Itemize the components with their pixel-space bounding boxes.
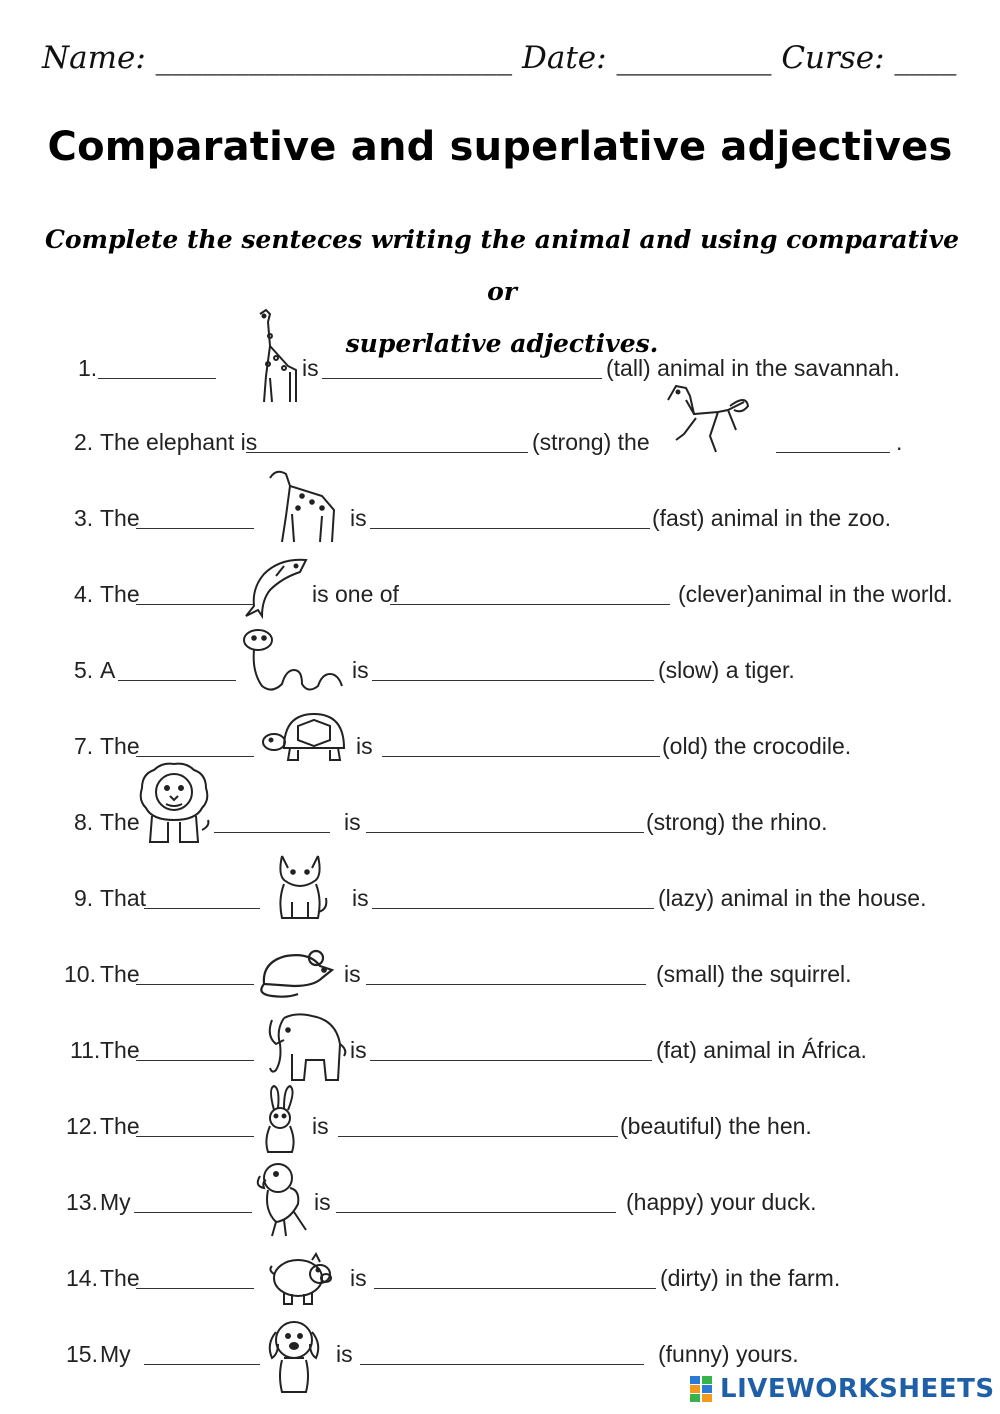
answer-blank-animal[interactable] (214, 832, 330, 833)
instruction-line-1: Complete the senteces writing the animal and using comparative or (44, 225, 960, 306)
sentence-row (0, 710, 1000, 760)
snake-icon (238, 626, 346, 696)
sentence-row (0, 1166, 1000, 1216)
dog-icon (264, 1314, 324, 1394)
sentence-start-text: My (100, 1189, 131, 1215)
mouse-icon (258, 944, 338, 1002)
sentence-number: 12. (66, 1113, 98, 1139)
course-field-label[interactable]: Curse: ____ (781, 40, 957, 76)
instruction-line-2: superlative adjectives. (345, 329, 659, 358)
sentence-number: 10. (64, 961, 96, 987)
sentence-start-text: The (100, 961, 140, 987)
liveworksheets-logo-icon (690, 1376, 714, 1406)
sentence-start-text: The (100, 1265, 140, 1291)
sentence-end-text: (strong) the rhino. (646, 809, 828, 835)
sentence-row (0, 482, 1000, 532)
sentence-end-text: (slow) a tiger. (658, 657, 795, 683)
sentence-row (0, 1242, 1000, 1292)
sentence-end-text: . (896, 429, 903, 455)
answer-blank-adjective[interactable] (372, 908, 654, 909)
sentence-end-text: (fast) animal in the zoo. (652, 505, 892, 531)
sentence-start-text: The elephant is (100, 429, 258, 455)
sentence-start-text: My (100, 1341, 131, 1367)
answer-blank-adjective[interactable] (360, 1364, 644, 1365)
answer-blank-animal[interactable] (136, 604, 254, 605)
date-field-label[interactable]: Date: __________ (522, 40, 772, 76)
sentence-row (0, 1090, 1000, 1140)
answer-blank-adjective[interactable] (246, 452, 528, 453)
sentence-number: 9. (74, 885, 94, 911)
sentence-mid-text: is (352, 885, 369, 911)
answer-blank-adjective[interactable] (366, 832, 644, 833)
sentence-mid-text: is one of (312, 581, 399, 607)
sentence-end-text: (fat) animal in África. (656, 1037, 867, 1063)
sentence-end-text: (beautiful) the hen. (620, 1113, 812, 1139)
sentence-end-text: (small) the squirrel. (656, 961, 852, 987)
elephant-icon (262, 1010, 348, 1084)
parrot-icon (254, 1160, 310, 1240)
sentence-number: 15. (66, 1341, 98, 1367)
sentence-mid-text: is (350, 1037, 367, 1063)
sentence-mid-text: is (344, 809, 361, 835)
sentence-row (0, 1318, 1000, 1368)
sentence-start-text: The (100, 1037, 140, 1063)
sentence-row (0, 1014, 1000, 1064)
answer-blank-animal[interactable] (136, 984, 254, 985)
sentence-start-text: The (100, 505, 140, 531)
answer-blank-adjective[interactable] (382, 756, 660, 757)
answer-blank-adjective[interactable] (370, 1060, 652, 1061)
answer-blank-adjective[interactable] (370, 528, 650, 529)
liveworksheets-footer[interactable] (690, 1374, 995, 1406)
sentence-end-text: (clever)animal in the world. (678, 581, 953, 607)
sentence-row (0, 634, 1000, 684)
sentence-mid-text: is (312, 1113, 329, 1139)
sentence-end-text: (happy) your duck. (626, 1189, 817, 1215)
sentence-number: 4. (74, 581, 94, 607)
answer-blank-animal[interactable] (144, 1364, 260, 1365)
rabbit-icon (260, 1084, 300, 1156)
answer-blank-animal[interactable] (136, 1136, 254, 1137)
answer-blank-animal[interactable] (136, 1288, 254, 1289)
sentence-number: 1. (78, 355, 98, 381)
answer-blank-adjective[interactable] (338, 1136, 618, 1137)
sentence-row (0, 406, 1000, 456)
sentence-mid-text: is (350, 1265, 367, 1291)
sentence-number: 8. (74, 809, 94, 835)
answer-blank-animal[interactable] (118, 680, 236, 681)
answer-blank-animal[interactable] (136, 756, 254, 757)
sentence-end-text: (funny) yours. (658, 1341, 799, 1367)
worksheet-title: Comparative and superlative adjectives (47, 124, 953, 170)
horse-icon (656, 380, 752, 464)
sentence-mid-text: is (336, 1341, 353, 1367)
sentence-row (0, 938, 1000, 988)
sentence-number: 5. (74, 657, 94, 683)
sentence-number: 11. (70, 1037, 101, 1063)
sentence-mid-text: is (302, 355, 319, 381)
cat-icon (268, 850, 332, 922)
answer-blank-adjective[interactable] (322, 378, 602, 379)
sentence-number: 7. (74, 733, 94, 759)
giraffe-icon (240, 306, 310, 406)
answer-blank-animal[interactable] (98, 378, 216, 379)
sentence-start-text: The (100, 1113, 140, 1139)
lion-icon (136, 760, 212, 846)
answer-blank-animal[interactable] (134, 1212, 252, 1213)
dolphin-icon (240, 554, 310, 620)
answer-blank-animal[interactable] (776, 452, 890, 453)
sentence-number: 3. (74, 505, 94, 531)
sentence-number: 13. (66, 1189, 98, 1215)
sentence-number: 2. (74, 429, 94, 455)
answer-blank-animal[interactable] (136, 1060, 254, 1061)
answer-blank-animal[interactable] (144, 908, 260, 909)
sentence-mid-text: is (350, 505, 367, 531)
answer-blank-adjective[interactable] (372, 680, 654, 681)
sentence-start-text: The (100, 581, 140, 607)
sentence-mid-text: is (314, 1189, 331, 1215)
turtle-icon (260, 706, 350, 768)
student-info-header (42, 40, 972, 76)
liveworksheets-brand[interactable]: LIVEWORKSHEETS (720, 1374, 995, 1404)
sentence-row (0, 558, 1000, 608)
sentence-mid-text: is (344, 961, 361, 987)
cheetah-icon (262, 466, 342, 546)
sentence-end-text: (lazy) animal in the house. (658, 885, 927, 911)
sentence-row (0, 862, 1000, 912)
sentence-start-text: The (100, 733, 140, 759)
answer-blank-adjective[interactable] (366, 984, 646, 985)
answer-blank-animal[interactable] (136, 528, 254, 529)
sentence-end-text: (tall) animal in the savannah. (606, 355, 901, 381)
sentence-end-text: (old) the crocodile. (662, 733, 852, 759)
sentence-row (0, 332, 1000, 382)
answer-blank-adjective[interactable] (336, 1212, 616, 1213)
sentence-number: 14. (66, 1265, 98, 1291)
sentence-start-text: A (100, 657, 116, 683)
sentence-end-text: (dirty) in the farm. (660, 1265, 841, 1291)
sentence-start-text: That (100, 885, 147, 911)
answer-blank-adjective[interactable] (390, 604, 670, 605)
answer-blank-adjective[interactable] (374, 1288, 656, 1289)
sentence-start-text: The (100, 809, 140, 835)
sentence-mid-text: is (356, 733, 373, 759)
sentence-mid-text: (strong) the (532, 429, 650, 455)
sentence-mid-text: is (352, 657, 369, 683)
name-field-label[interactable]: Name: _______________________ (42, 40, 513, 76)
pig-icon (268, 1248, 338, 1308)
